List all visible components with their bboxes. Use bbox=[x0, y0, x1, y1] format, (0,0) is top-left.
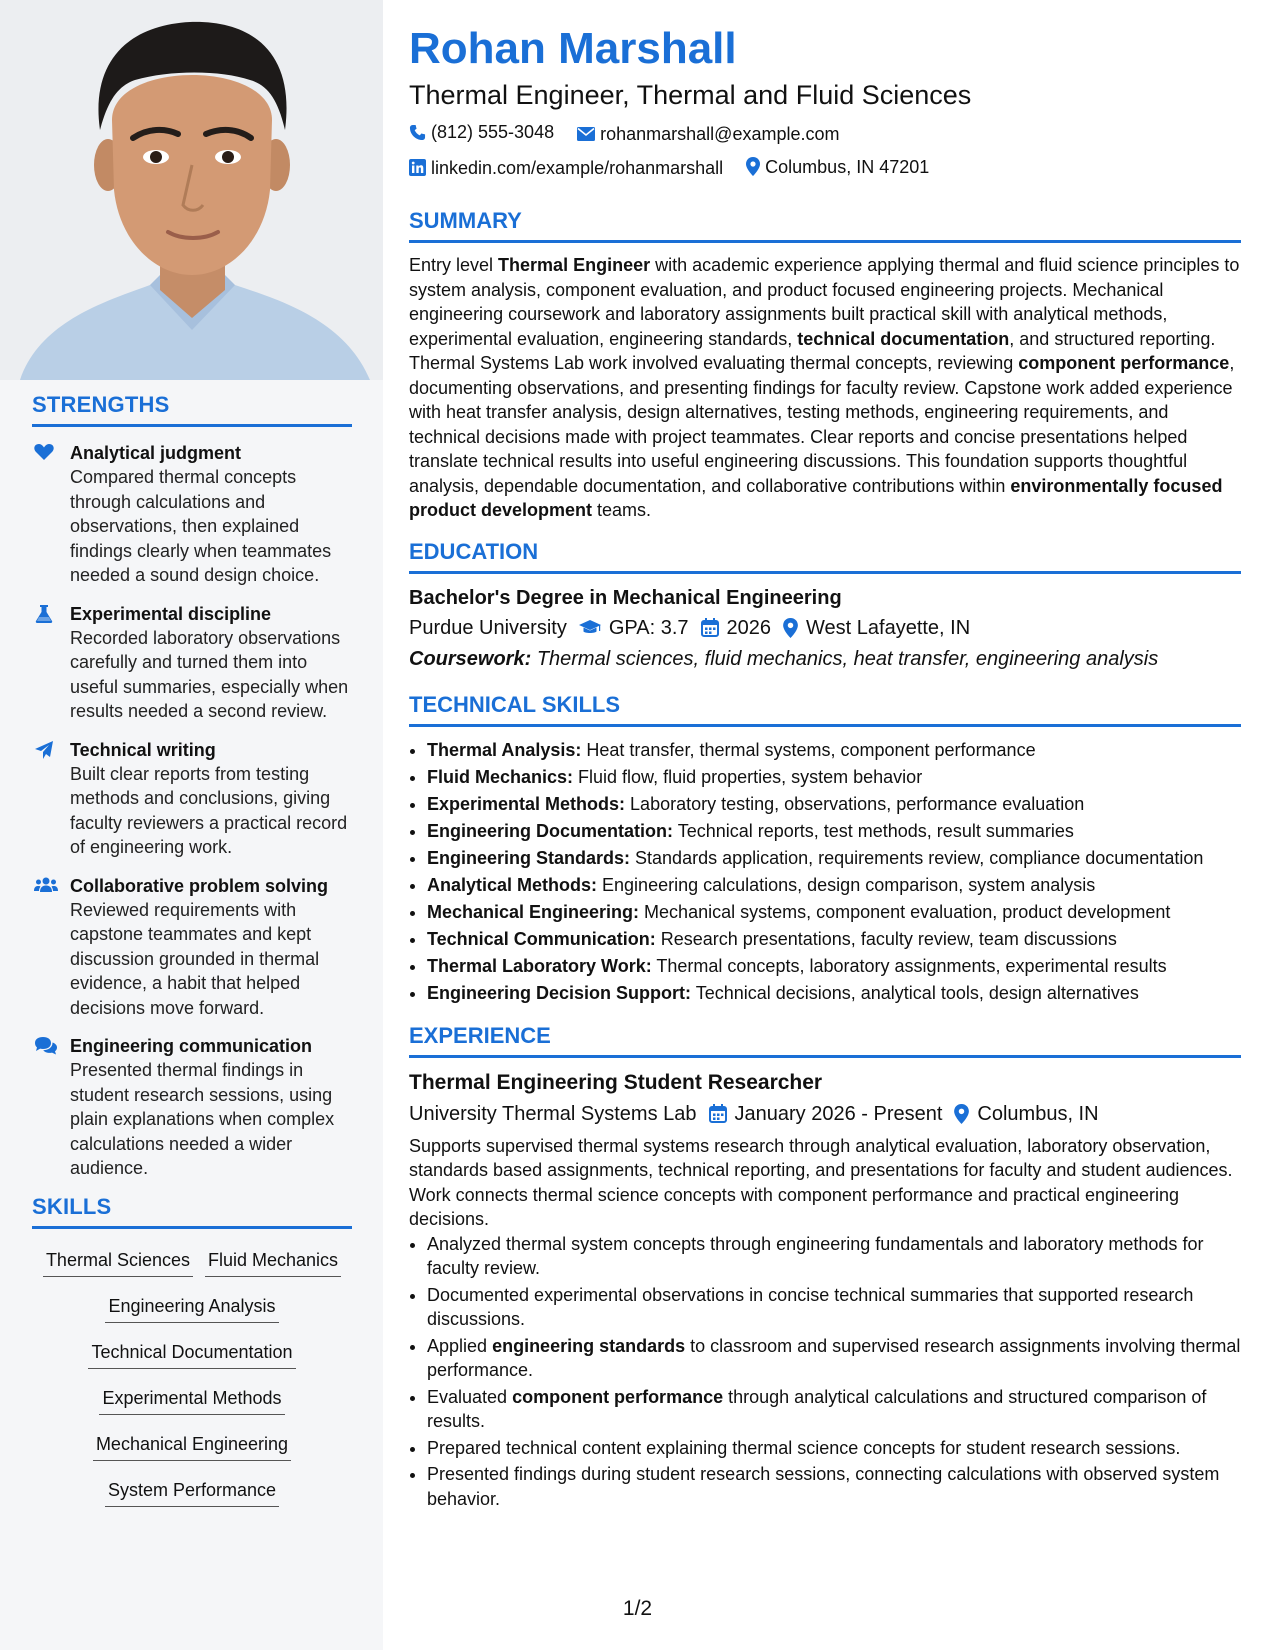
school-name: Purdue University bbox=[409, 616, 567, 639]
strength-description: Reviewed requirements with capstone teammates and kept discussion grounded in thermal evidence, a habit that helped decisions move forward. bbox=[70, 899, 320, 1018]
coursework-text: Thermal sciences, fluid mechanics, heat transfer, engineering analysis bbox=[536, 647, 1159, 670]
email-contact[interactable] bbox=[577, 118, 839, 150]
phone-icon bbox=[409, 124, 426, 141]
strength-item bbox=[32, 602, 352, 724]
job-dates-text: January 2026 - Present bbox=[734, 1102, 943, 1125]
linkedin-icon bbox=[409, 159, 426, 176]
list-item: • Mechanical Engineering: Mechanical systems, component evaluation, product development bbox=[427, 899, 1241, 926]
map-pin-icon bbox=[954, 1104, 969, 1124]
strength-title: Experimental discipline bbox=[70, 603, 272, 624]
list-item: • Analyzed thermal system concepts through engineering fundamentals and laboratory methods for faculty review. bbox=[427, 1232, 1241, 1281]
phone-contact[interactable] bbox=[409, 116, 554, 148]
map-pin-icon bbox=[783, 618, 798, 638]
education-location-text: West Lafayette, IN bbox=[806, 616, 971, 639]
technical-skills-heading: TECHNICAL SKILLS bbox=[409, 692, 1241, 727]
coursework bbox=[409, 644, 1241, 674]
list-item: • Applied engineering standards to classroom and supervised research assignments involving thermal performance. bbox=[427, 1334, 1241, 1383]
education-heading: EDUCATION bbox=[409, 539, 1241, 574]
experience-section bbox=[409, 1023, 1241, 1512]
map-pin-icon bbox=[746, 157, 760, 176]
skill-tag: Experimental Methods bbox=[99, 1385, 284, 1415]
linkedin-text: linkedin.com/example/rohanmarshall bbox=[431, 157, 724, 178]
skill-tag: Thermal Sciences bbox=[43, 1247, 193, 1277]
phone-text: (812) 555-3048 bbox=[431, 122, 555, 142]
job-title: Thermal Engineering Student Researcher bbox=[409, 1070, 823, 1094]
skills-heading: SKILLS bbox=[32, 1194, 352, 1229]
education-details bbox=[409, 612, 1241, 644]
strength-item bbox=[32, 738, 352, 860]
strength-item bbox=[32, 441, 352, 588]
list-item: • Fluid Mechanics: Fluid flow, fluid properties, system behavior bbox=[427, 764, 1241, 791]
gpa-text: GPA: 3.7 bbox=[608, 616, 689, 639]
location-text: Columbus, IN 47201 bbox=[765, 156, 930, 177]
contact-row bbox=[409, 116, 1241, 151]
users-icon bbox=[34, 876, 56, 896]
skill-tag: Mechanical Engineering bbox=[93, 1431, 291, 1461]
technical-skills-list bbox=[409, 737, 1241, 1007]
strength-item bbox=[32, 874, 352, 1021]
email-text: rohanmarshall@example.com bbox=[600, 123, 840, 144]
list-item: • Documented experimental observations in concise technical summaries that supported research discussions. bbox=[427, 1283, 1241, 1332]
envelope-icon bbox=[577, 127, 595, 141]
strength-description: Presented thermal findings in student research sessions, using plain explanations when complex calculations needed a wider audience. bbox=[70, 1060, 335, 1178]
profile-photo bbox=[0, 0, 383, 380]
coursework-label: Coursework: bbox=[409, 647, 532, 670]
list-item: • Engineering Standards: Standards application, requirements review, compliance documentation bbox=[427, 845, 1241, 872]
list-item: • Thermal Analysis: Heat transfer, thermal systems, component performance bbox=[427, 737, 1241, 764]
job-location-text: Columbus, IN bbox=[977, 1102, 1099, 1125]
strength-item bbox=[32, 1034, 352, 1181]
education-location bbox=[783, 612, 970, 644]
list-item: • Experimental Methods: Laboratory testing, observations, performance evaluation bbox=[427, 791, 1241, 818]
skill-tag: Fluid Mechanics bbox=[205, 1247, 341, 1277]
experience-heading: EXPERIENCE bbox=[409, 1023, 1241, 1058]
technical-skills-section bbox=[409, 692, 1241, 1007]
list-item: • Analytical Methods: Engineering calculations, design comparison, system analysis bbox=[427, 872, 1241, 899]
heart-icon bbox=[34, 443, 56, 463]
education-section bbox=[409, 539, 1241, 674]
main-content bbox=[409, 22, 1241, 1513]
summary-text: Entry level Thermal Engineer with academic experience applying thermal and fluid science principles to system analysis, component evaluation, and product focused engineering projects. Mechanical engineering coursework and laboratory assignments built practical skill with analytical methods, experimental evaluation, engineering standards, technical documentation, and structured reporting. Thermal Systems Lab work involved evaluating thermal concepts, reviewing component performance, documenting observations, and presenting findings for faculty review. Capstone work added experience with heat transfer analysis, design alternatives, testing methods, engineering requirements, and technical decisions made with project teammates. Clear reports and concise presentations helped translate technical results into useful engineering discussions. This foundation supports thoughtful analysis, dependable documentation, and collaborative contributions within environmentally focused product development teams. bbox=[409, 255, 1240, 520]
skill-tag: System Performance bbox=[105, 1477, 279, 1507]
strengths-heading: STRENGTHS bbox=[32, 392, 352, 427]
list-item: • Presented findings during student research sessions, connecting calculations with observed system behavior. bbox=[427, 1462, 1241, 1511]
job-description: Supports supervised thermal systems research through analytical evaluation, laboratory observation, standards based assignments, technical reporting, and presentations for faculty and student audiences. Work connects thermal science concepts with component performance and practical engineering decisions. bbox=[409, 1135, 1233, 1229]
linkedin-contact[interactable] bbox=[409, 152, 723, 184]
summary-heading: SUMMARY bbox=[409, 208, 1241, 243]
page-number: 1/2 bbox=[622, 1597, 653, 1620]
strength-title: Collaborative problem solving bbox=[70, 875, 329, 896]
comments-icon bbox=[34, 1036, 56, 1056]
skills-section bbox=[32, 1194, 352, 1515]
portrait-image bbox=[0, 0, 383, 380]
paper-plane-icon bbox=[34, 740, 56, 760]
summary-section bbox=[409, 208, 1241, 523]
job-dates bbox=[709, 1098, 943, 1130]
list-item: • Evaluated component performance through analytical calculations and structured comparison of results. bbox=[427, 1385, 1241, 1434]
graduation-cap-icon bbox=[579, 620, 601, 636]
experience-bullets bbox=[409, 1232, 1241, 1512]
candidate-name: Rohan Marshall bbox=[409, 24, 737, 73]
list-item: • Prepared technical content explaining thermal science concepts for student research sessions. bbox=[427, 1436, 1241, 1461]
job-location bbox=[954, 1098, 1098, 1130]
calendar-icon bbox=[709, 1104, 727, 1123]
gpa-item bbox=[579, 612, 689, 644]
strength-description: Recorded laboratory observations carefully and turned them into useful summaries, especially when results needed a second review. bbox=[70, 627, 349, 721]
strength-title: Analytical judgment bbox=[70, 443, 242, 463]
flask-icon bbox=[34, 604, 56, 624]
year-item bbox=[701, 612, 772, 644]
strength-title: Technical writing bbox=[70, 739, 216, 760]
sidebar bbox=[0, 0, 383, 1650]
degree-title: Bachelor's Degree in Mechanical Engineering bbox=[409, 586, 842, 609]
skill-tag: Engineering Analysis bbox=[105, 1293, 278, 1323]
year-text: 2026 bbox=[726, 616, 772, 639]
skill-tags bbox=[32, 1239, 352, 1515]
list-item: • Engineering Documentation: Technical reports, test methods, result summaries bbox=[427, 818, 1241, 845]
skill-tag: Technical Documentation bbox=[88, 1339, 295, 1369]
list-item: • Technical Communication: Research presentations, faculty review, team discussions bbox=[427, 926, 1241, 953]
calendar-icon bbox=[701, 618, 719, 637]
strength-title: Engineering communication bbox=[70, 1036, 313, 1056]
candidate-title: Thermal Engineer, Thermal and Fluid Sciences bbox=[409, 80, 972, 110]
list-item: • Thermal Laboratory Work: Thermal concepts, laboratory assignments, experimental results bbox=[427, 953, 1241, 980]
strength-description: Compared thermal concepts through calculations and observations, then explained findings clearly when teammates needed a sound design choice. bbox=[70, 467, 332, 585]
job-org: University Thermal Systems Lab bbox=[409, 1102, 697, 1125]
location-contact bbox=[746, 151, 929, 183]
list-item: • Engineering Decision Support: Technical decisions, analytical tools, design alternatives bbox=[427, 980, 1241, 1007]
strength-description: Built clear reports from testing methods and conclusions, giving faculty reviewers a practical record of engineering work. bbox=[70, 763, 348, 857]
job-details bbox=[409, 1098, 1241, 1130]
contact-row-2 bbox=[409, 151, 1241, 187]
strengths-section bbox=[32, 392, 352, 1181]
